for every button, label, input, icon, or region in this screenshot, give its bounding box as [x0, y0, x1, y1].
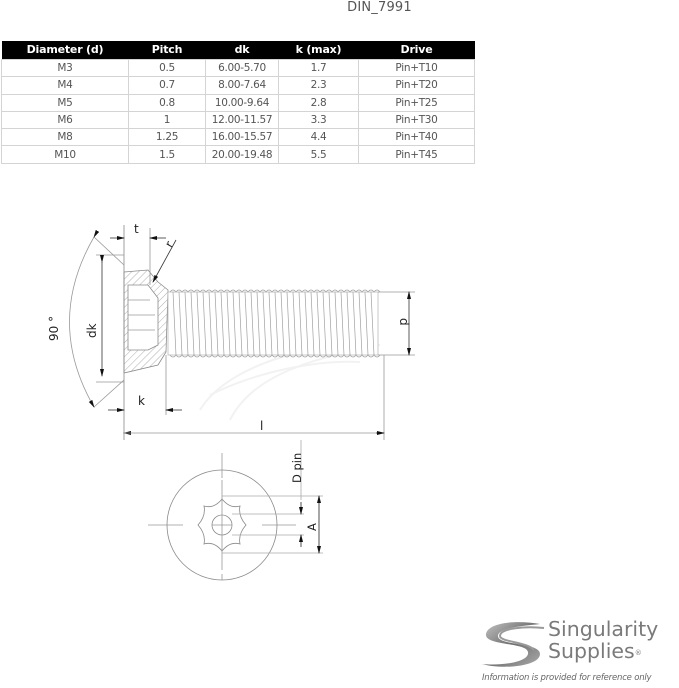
cell-drive: Pin+T20 [359, 77, 475, 94]
label-d: d [397, 318, 411, 326]
label-t: t [134, 222, 139, 236]
header-dk: dk [206, 41, 279, 60]
registered-mark: ® [634, 649, 642, 657]
spec-table [1, 41, 475, 164]
table-row [2, 77, 475, 94]
label-a: A [305, 523, 319, 531]
cell-pitch: 0.5 [129, 60, 206, 77]
table-row [2, 94, 475, 111]
header-k-max: k (max) [279, 41, 359, 60]
cell-dk: 10.00-9.64 [206, 94, 279, 111]
cell-k-max: 2.3 [279, 77, 359, 94]
cell-pitch: 0.8 [129, 94, 206, 111]
table-row [2, 146, 475, 163]
cell-dk: 16.00-15.57 [206, 129, 279, 146]
cell-k-max: 5.5 [279, 146, 359, 163]
watermark [200, 344, 380, 420]
cell-diameter: M10 [2, 146, 129, 163]
cell-pitch: 1.5 [129, 146, 206, 163]
cell-diameter: M6 [2, 111, 129, 128]
cell-drive: Pin+T10 [359, 60, 475, 77]
cell-drive: Pin+T25 [359, 94, 475, 111]
label-dk: dk [85, 323, 99, 338]
brand-name-supplies: Supplies [548, 639, 635, 663]
cell-pitch: 1 [129, 111, 206, 128]
disclaimer-text: Information is provided for reference only [482, 673, 652, 683]
cell-k-max: 3.3 [279, 111, 359, 128]
brand-name-line2 [548, 640, 642, 662]
brand-name-line1: Singularity [548, 617, 659, 641]
swoosh-s-logo-icon [478, 618, 548, 670]
cell-diameter: M4 [2, 77, 129, 94]
header-drive: Drive [359, 41, 475, 60]
brand-logo [474, 616, 679, 688]
cell-k-max: 4.4 [279, 129, 359, 146]
label-k: k [138, 394, 145, 408]
table-row [2, 129, 475, 146]
page-title: DIN_7991 [347, 0, 412, 15]
table-header-row [2, 41, 475, 60]
cell-k-max: 1.7 [279, 60, 359, 77]
cell-diameter: M5 [2, 94, 129, 111]
label-r: r [161, 238, 177, 250]
table-row [2, 111, 475, 128]
cell-dk: 20.00-19.48 [206, 146, 279, 163]
cell-dk: 12.00-11.57 [206, 111, 279, 128]
header-diameter: Diameter (d) [2, 41, 129, 60]
cell-dk: 6.00-5.70 [206, 60, 279, 77]
table-row [2, 60, 475, 77]
label-angle: 90 ° [47, 315, 61, 341]
cell-drive: Pin+T30 [359, 111, 475, 128]
cell-pitch: 1.25 [129, 129, 206, 146]
cell-k-max: 2.8 [279, 94, 359, 111]
cell-diameter: M3 [2, 60, 129, 77]
cell-pitch: 0.7 [129, 77, 206, 94]
cell-dk: 8.00-7.64 [206, 77, 279, 94]
cell-drive: Pin+T40 [359, 129, 475, 146]
header-pitch: Pitch [129, 41, 206, 60]
cell-drive: Pin+T45 [359, 146, 475, 163]
label-d-pin: D pin [290, 452, 304, 483]
label-l: l [260, 419, 264, 433]
screw-technical-drawing [0, 190, 679, 610]
cell-diameter: M8 [2, 129, 129, 146]
top-view-labels [290, 453, 319, 531]
